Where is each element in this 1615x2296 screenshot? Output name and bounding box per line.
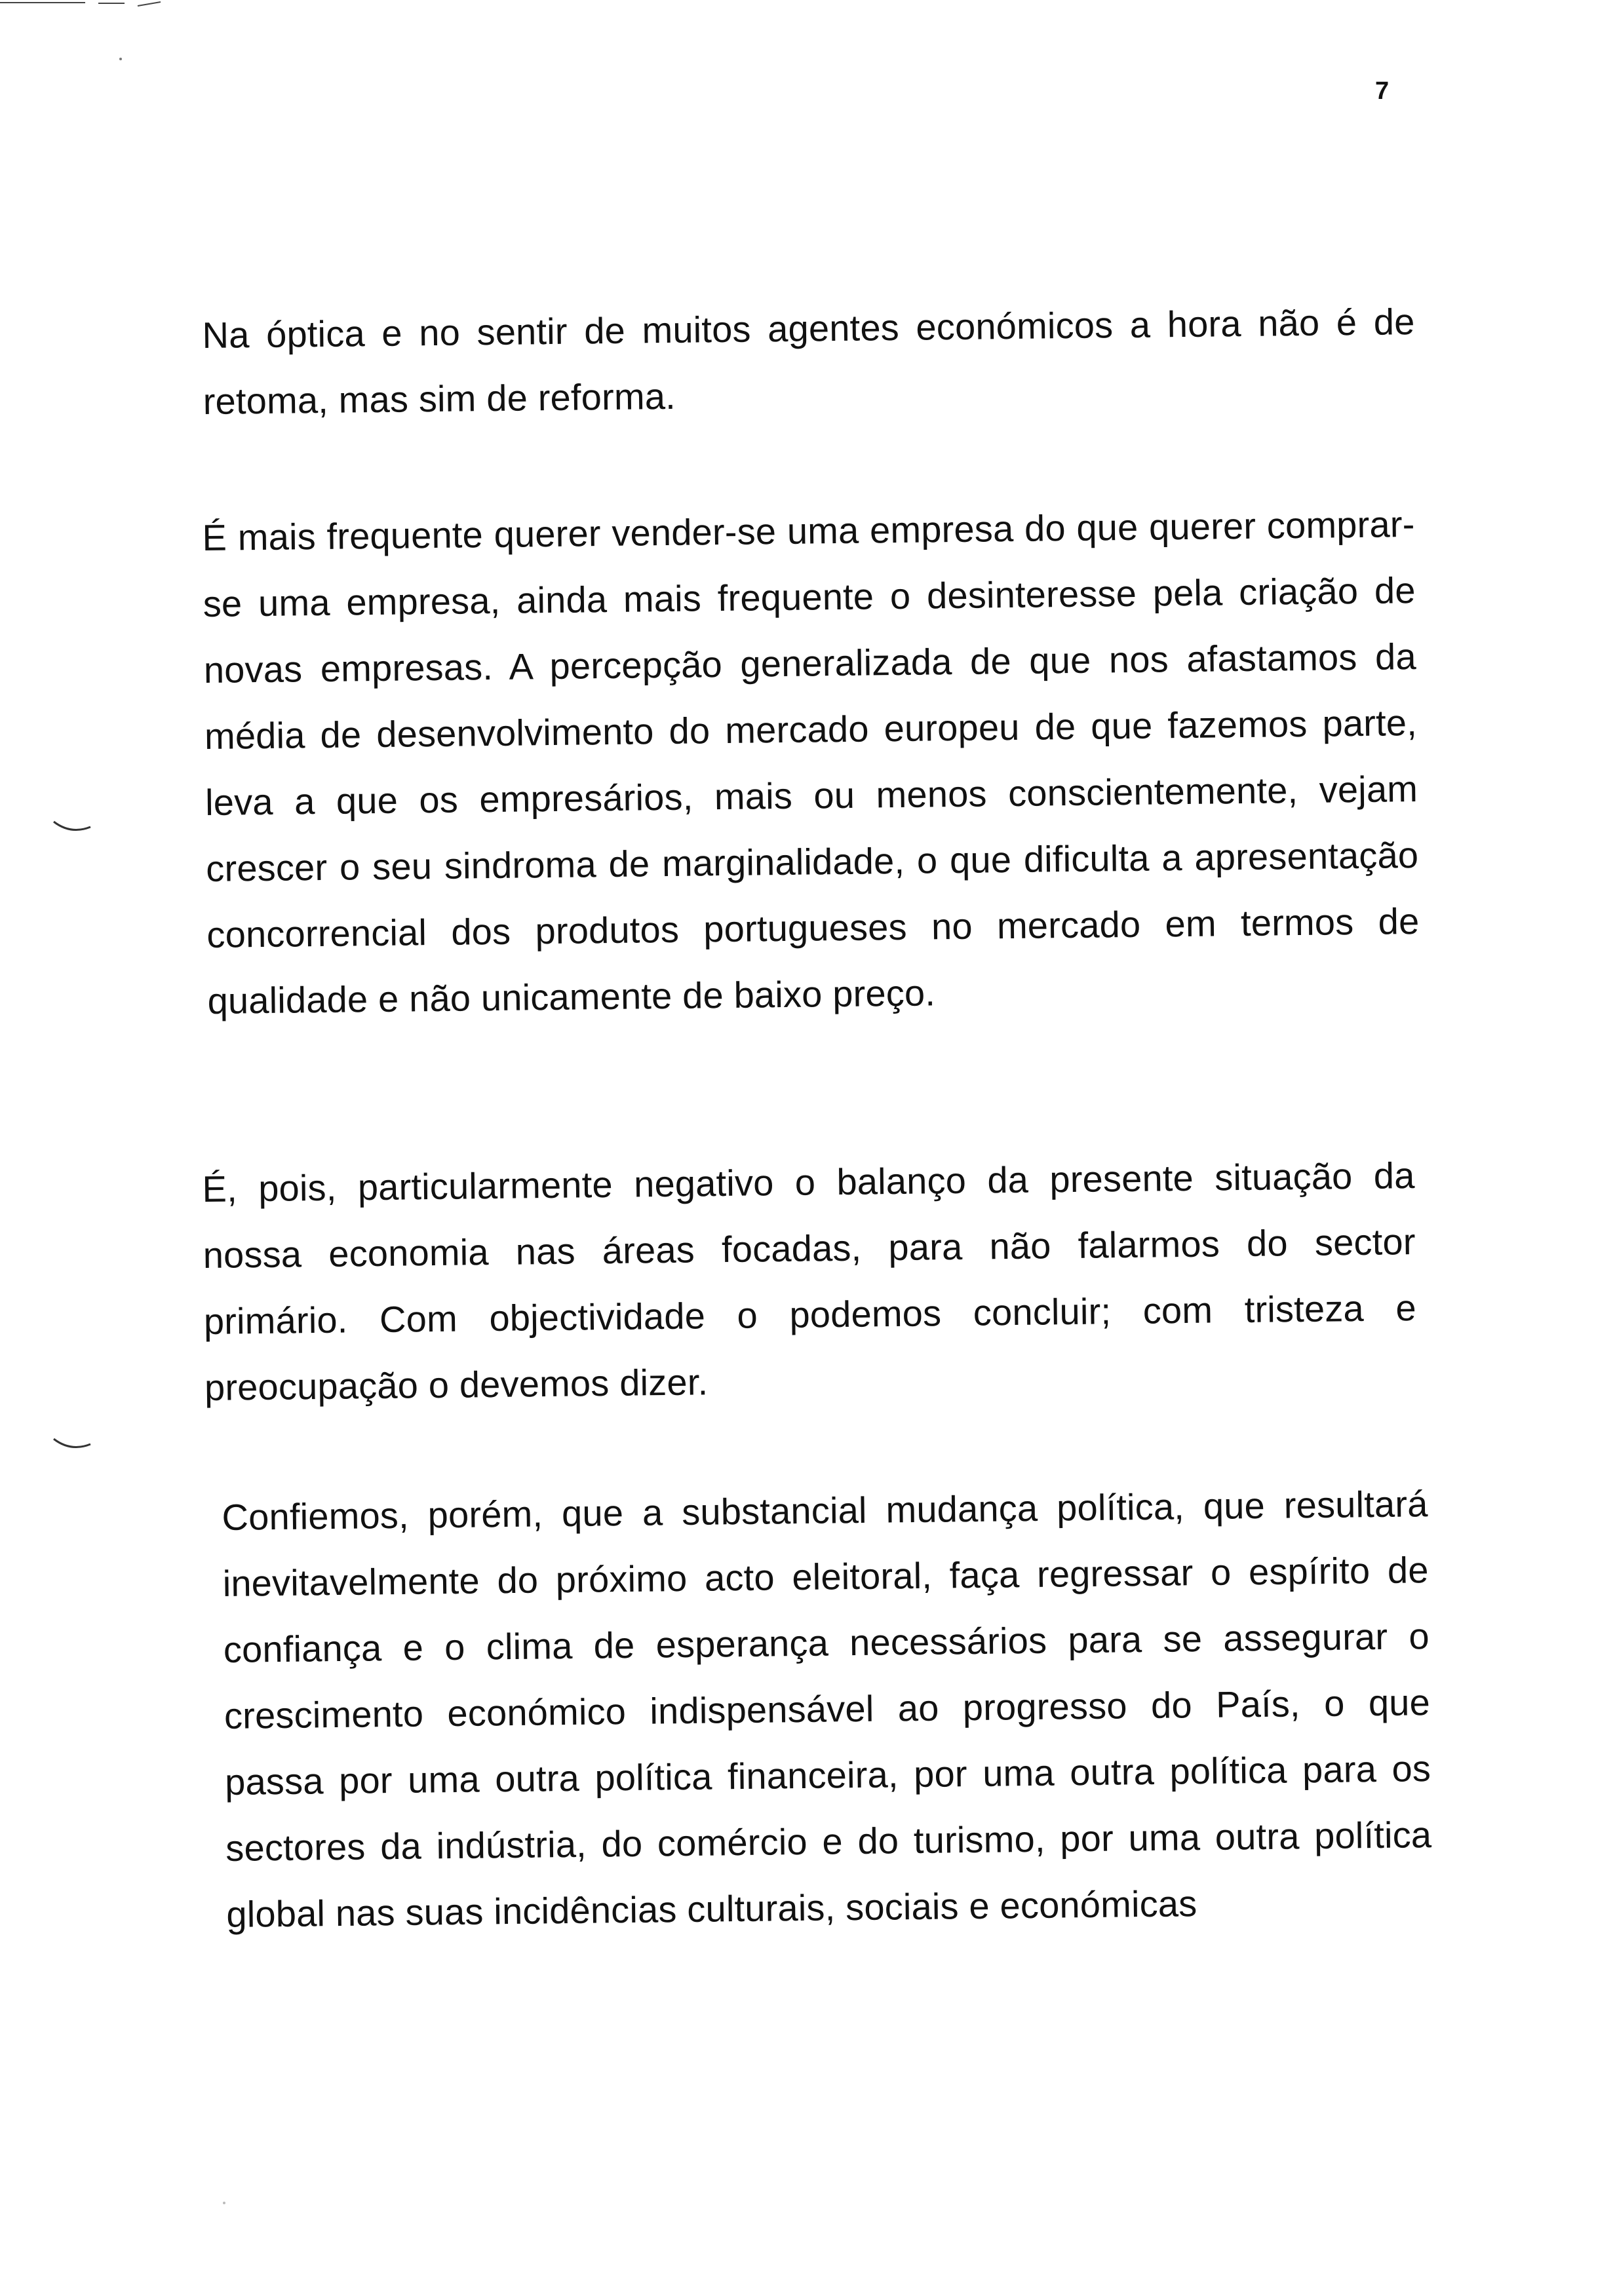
paragraph-3: É, pois, particularmente negativo o balanço da presente situação da nossa economia nas áreas focadas, para não falarmos do sector primário. Com objectividade o podemos concluir; com tristeza e preocupação o devemos dizer. (202, 1155, 1417, 1408)
page-number: 7 (1375, 77, 1390, 105)
paragraph-4: Confiemos, porém, que a substancial mudança política, que resultará inevitavelmente do próximo acto eleitoral, faça regressar o espírito de confiança e o clima de esperança necessários para se assegurar o crescimento económico indispensável ao progresso do País, o que passa por uma outra política financeira, por uma outra política para os sectores da indústria, do comércio e do turismo, por uma outra política global nas suas incidências culturais, sociais e económicas (222, 1483, 1432, 1935)
scan-speck (223, 2202, 225, 2204)
paragraph-1: Na óptica e no sentir de muitos agentes económicos a hora não é de retoma, mas sim de reforma. (202, 301, 1415, 422)
binding-hole-mark (51, 818, 97, 837)
scan-speck (119, 58, 122, 60)
scan-artifact-line (0, 0, 164, 9)
binding-hole-mark (51, 1435, 97, 1455)
paragraph-2: É mais frequente querer vender-se uma empresa do que querer comprar-se uma empresa, ainda mais frequente o desinteresse pela criação de novas empresas. A percepção generalizada de que nos afastamos da média de desenvolvimento do mercado europeu de que fazemos parte, leva a que os empresários, mais ou menos conscientemente, vejam crescer o seu sindroma de marginalidade, o que dificulta a apresentação concorrencial dos produtos portugueses no mercado em termos de qualidade e não unicamente de baixo preço. (202, 503, 1420, 1022)
